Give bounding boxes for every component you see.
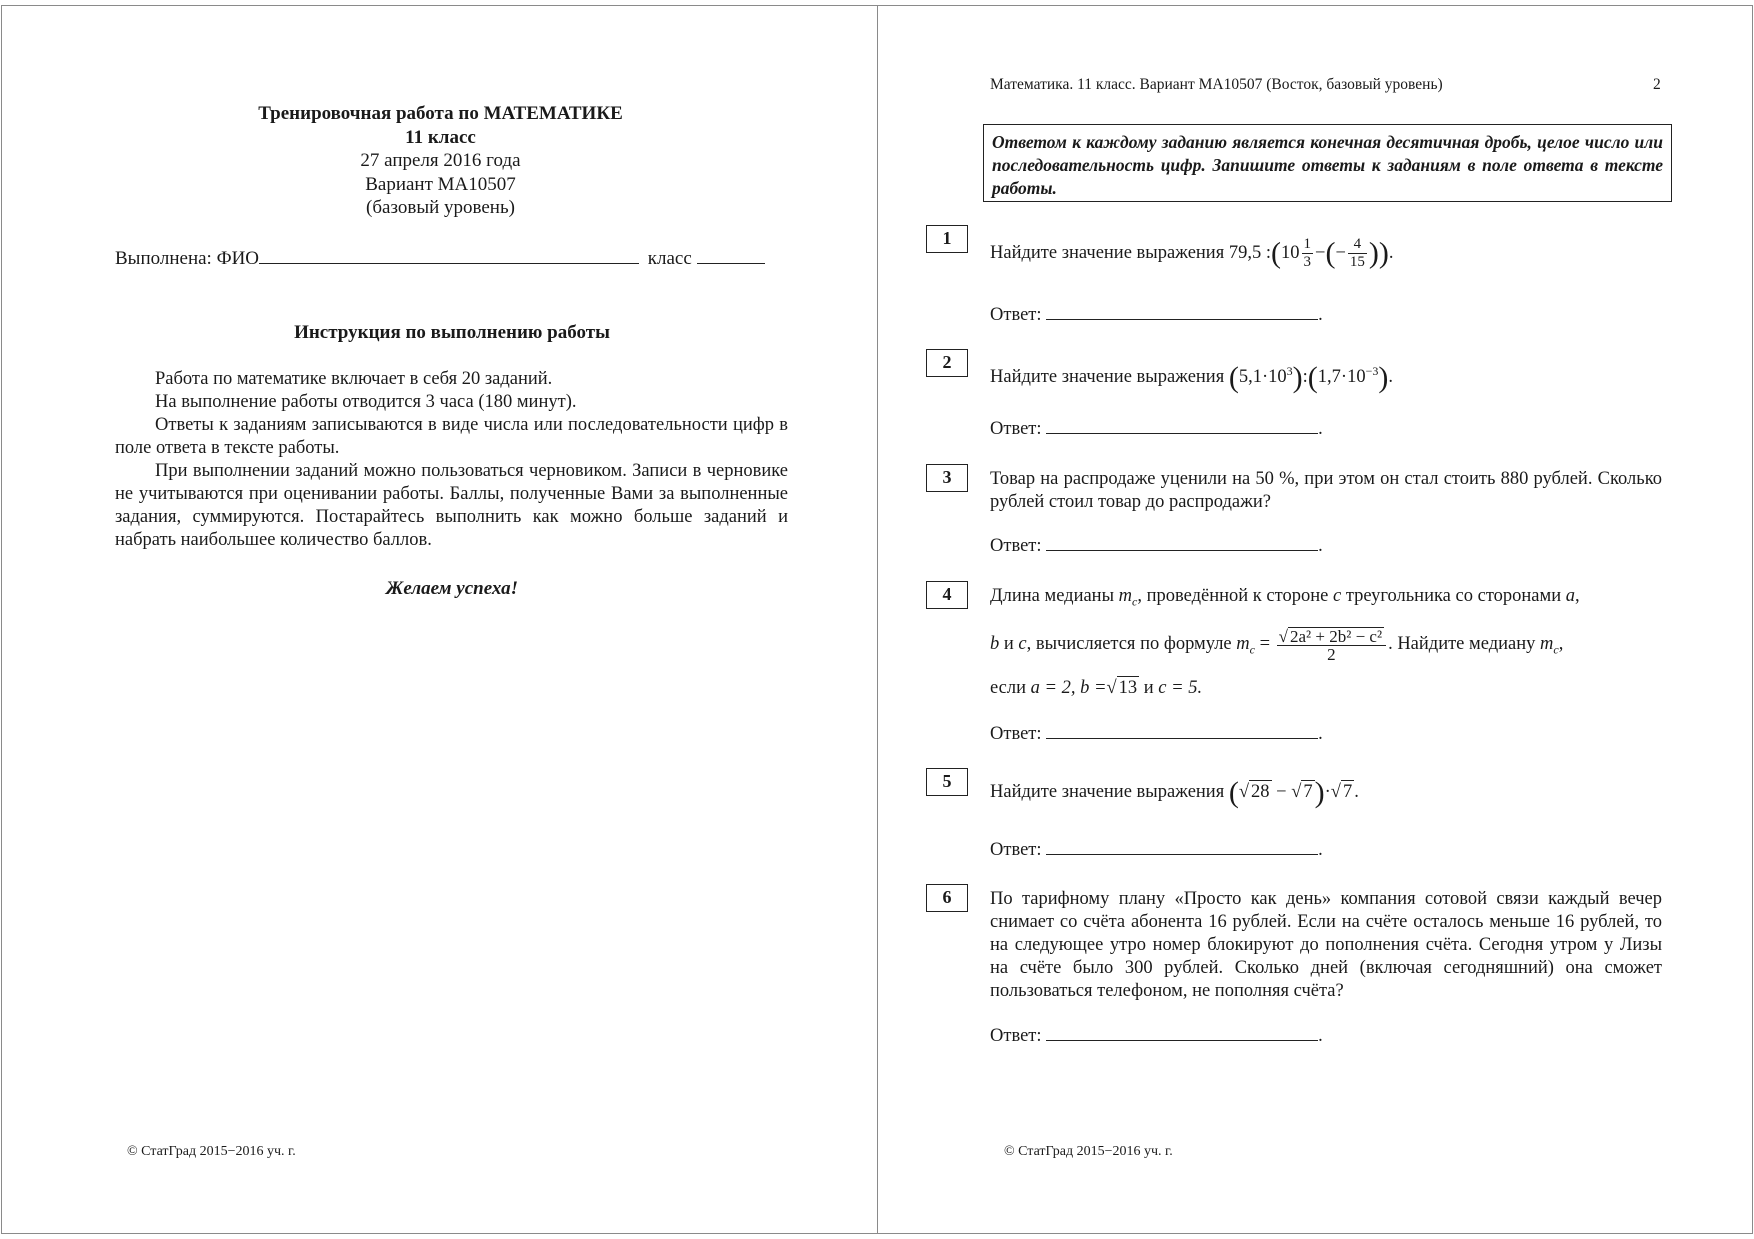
grade: 11 класс: [405, 126, 476, 148]
question-4-line-3: если a = 2, b =√ 13 и c = 5.: [990, 678, 1203, 698]
instruction-paragraph: Работа по математике включает в себя 20 заданий.: [155, 369, 553, 389]
answer-field-5[interactable]: [1046, 838, 1318, 855]
page-header: Математика. 11 класс. Вариант МА10507 (Восток, базовый уровень): [990, 76, 1443, 93]
instruction-paragraph: На выполнение работы отводится 3 часа (180 минут).: [155, 392, 577, 412]
copyright-left: © СтатГрад 2015−2016 уч. г.: [127, 1144, 296, 1159]
formula-numerator: √ 2a² + 2b² − c²: [1277, 627, 1386, 646]
question-2-text: Найдите значение выражения $(5,1\cdot 10^3):(1,7\cdot 10^{-3})$.: [990, 360, 1393, 394]
class-field[interactable]: [697, 249, 765, 264]
answer-row-5: Ответ: .: [990, 840, 1323, 860]
paren-close: ): [1292, 360, 1303, 394]
cond-a: a = 2,: [1030, 678, 1076, 698]
q5-radicand-2: 7: [1303, 782, 1313, 802]
q1-frac2-den: 15: [1349, 254, 1365, 270]
fio-row: [115, 248, 765, 270]
median-formula: [1277, 627, 1386, 663]
answer-row-2: Ответ: .: [990, 419, 1323, 439]
title-block: [2, 102, 879, 220]
question-5-prompt: Найдите значение выражения: [990, 782, 1225, 802]
question-4-line-1: Длина медианы $m_c$, проведённой к стороне c треугольника со сторонами a,: [990, 586, 1580, 609]
variant: Вариант МА10507: [365, 173, 516, 195]
q1-frac2-num: 4: [1348, 236, 1367, 254]
question-number-box: 5: [926, 768, 968, 796]
answer-field-4[interactable]: [1046, 722, 1318, 739]
q2-exp-a: 3: [1286, 364, 1293, 378]
answer-label: Ответ:: [990, 419, 1042, 439]
paren-close: ): [1378, 360, 1389, 394]
right-page: [877, 5, 1753, 1234]
cond-c: c = 5.: [1158, 678, 1203, 698]
question-4-line-2: b и c, вычисляется по формуле $m_c$ = $\frac{\text{√ 2a² + 2b² − c²}}{2}$ . Найдите медиану $m_c$,: [990, 626, 1564, 664]
page-number: 2: [1653, 76, 1661, 93]
q4-text-2: , проведённой к стороне: [1137, 586, 1329, 606]
q1-expr-b: 10: [1281, 242, 1300, 263]
q1-minus-2: −: [1335, 242, 1346, 263]
fio-label: Выполнена: ФИО: [115, 248, 260, 269]
answer-label: Ответ:: [990, 1026, 1042, 1046]
answer-field-2[interactable]: [1046, 417, 1318, 434]
q4-text-5: , вычисляется по формуле: [1026, 634, 1232, 654]
q4-text-3: треугольника со сторонами: [1345, 586, 1562, 606]
formula-denominator: 2: [1327, 644, 1336, 664]
var-b: b: [990, 634, 1000, 654]
var-m: m: [1540, 634, 1554, 654]
left-page: [1, 5, 878, 1234]
q2-expr-b: 1,7·10: [1317, 367, 1366, 388]
sub-c: c: [1553, 642, 1559, 657]
copyright-right: © СтатГрад 2015−2016 уч. г.: [1004, 1144, 1173, 1159]
work-title: Тренировочная работа по МАТЕМАТИКЕ: [258, 103, 623, 124]
var-m: m: [1118, 586, 1133, 606]
q5-radicand-3: 7: [1342, 782, 1353, 802]
q5-radicand-1: 28: [1251, 782, 1270, 802]
answer-label: Ответ:: [990, 840, 1042, 860]
paren-open: (: [1228, 360, 1239, 394]
q4-text-6: . Найдите медиану: [1388, 634, 1536, 654]
q4-text-8: и: [1143, 678, 1154, 698]
answer-instructions-box: Ответом к каждому заданию является конечная десятичная дробь, целое число или последовательность цифр. Запишите ответы к заданиям в поле ответа в тексте работы.: [983, 124, 1672, 202]
answer-row-6: Ответ: .: [990, 1026, 1323, 1046]
answer-field-6[interactable]: [1046, 1024, 1318, 1041]
q1-frac1-num: 1: [1303, 236, 1311, 252]
sub-c: c: [1249, 642, 1255, 657]
sub-c: c: [1132, 594, 1138, 609]
question-6-text: По тарифному плану «Просто как день» компания сотовой связи каждый вечер снимает со счёта абонента 16 рублей. Если на счёте осталось меньше 16 рублей, то на следующее утро номер блокируют до пополнения счёта. Сегодня утром у Лизы на счёте было 300 рублей. Сколько дней (включая сегодняшний) она сможет пользоваться телефоном, не пополняя счёта?: [990, 889, 1662, 1001]
question-2-prompt: Найдите значение выражения: [990, 367, 1225, 388]
var-c: c: [1332, 586, 1342, 606]
cond-b-radicand: 13: [1118, 678, 1138, 698]
question-number-box: 4: [926, 581, 968, 609]
paren-open: (: [1271, 236, 1281, 270]
formula-radicand: 2a² + 2b² − c²: [1290, 626, 1383, 646]
answer-row-1: Ответ: .: [990, 305, 1323, 325]
q2-colon: :: [1302, 367, 1308, 388]
date: 27 апреля 2016 года: [360, 150, 521, 171]
question-number-box: 2: [926, 349, 968, 377]
q1-frac1-den: 3: [1303, 254, 1311, 270]
instruction-text: [115, 368, 788, 552]
question-3-text: Товар на распродаже уценили на 50 %, при этом он стал стоить 880 рублей. Сколько рублей стоил товар до распродажи?: [990, 469, 1662, 512]
level: (базовый уровень): [366, 197, 515, 218]
answer-field-1[interactable]: [1046, 303, 1318, 320]
question-number-box: 1: [926, 225, 968, 253]
var-a: a: [1565, 586, 1576, 606]
q2-expr-a: 5,1·10: [1238, 367, 1287, 388]
answer-label: Ответ:: [990, 305, 1042, 325]
answer-field-3[interactable]: [1046, 534, 1318, 551]
cond-b: b =: [1080, 678, 1107, 698]
q4-text-1: Длина медианы: [990, 586, 1115, 606]
q4-text-7: если: [990, 678, 1027, 698]
instruction-paragraph: При выполнении заданий можно пользоваться черновиком. Записи в черновике не учитываются при оценивании работы. Баллы, полученные Вами за выполненные задания, суммируются. Постарайтесь выполнить как можно больше заданий и набрать наибольшее количество баллов.: [115, 461, 788, 550]
question-1-text: Найдите значение выражения 79,5 :(10 $\frac{1}{3}$ −(− $\frac{4}{15}$ )).: [990, 236, 1394, 270]
q1-minus: −: [1315, 242, 1326, 263]
answer-label: Ответ:: [990, 536, 1042, 556]
answer-row-4: Ответ: .: [990, 724, 1323, 744]
instruction-title: Инструкция по выполнению работы: [294, 322, 610, 343]
question-5-text: Найдите значение выражения (√ 28 − √ 7)·√ 7 .: [990, 775, 1359, 809]
answer-row-3: Ответ: .: [990, 536, 1323, 556]
var-c: c: [1018, 634, 1027, 654]
q1-expr-a: 79,5 :: [1228, 242, 1271, 263]
answer-label: Ответ:: [990, 724, 1042, 744]
wish-text: Желаем успеха!: [385, 578, 519, 599]
fio-field[interactable]: [259, 249, 639, 264]
var-m: m: [1236, 634, 1250, 654]
instruction-paragraph: Ответы к заданиям записываются в виде числа или последовательности цифр в поле ответа в тексте работы.: [115, 415, 788, 458]
q1-fraction-1: [1302, 236, 1314, 271]
paren-close: ): [1314, 775, 1325, 809]
question-number-box: 6: [926, 884, 968, 912]
question-number-box: 3: [926, 464, 968, 492]
q4-text-4: и: [1003, 634, 1014, 654]
class-label: класс: [647, 248, 692, 269]
paren-open: (: [1307, 360, 1318, 394]
q2-exp-b: −3: [1365, 364, 1379, 378]
paren-open: (: [1228, 775, 1239, 809]
paren-close: )): [1368, 236, 1389, 270]
question-1-prompt: Найдите значение выражения: [990, 242, 1225, 263]
paren-open: (: [1325, 236, 1336, 270]
q1-fraction-2: [1348, 236, 1367, 271]
